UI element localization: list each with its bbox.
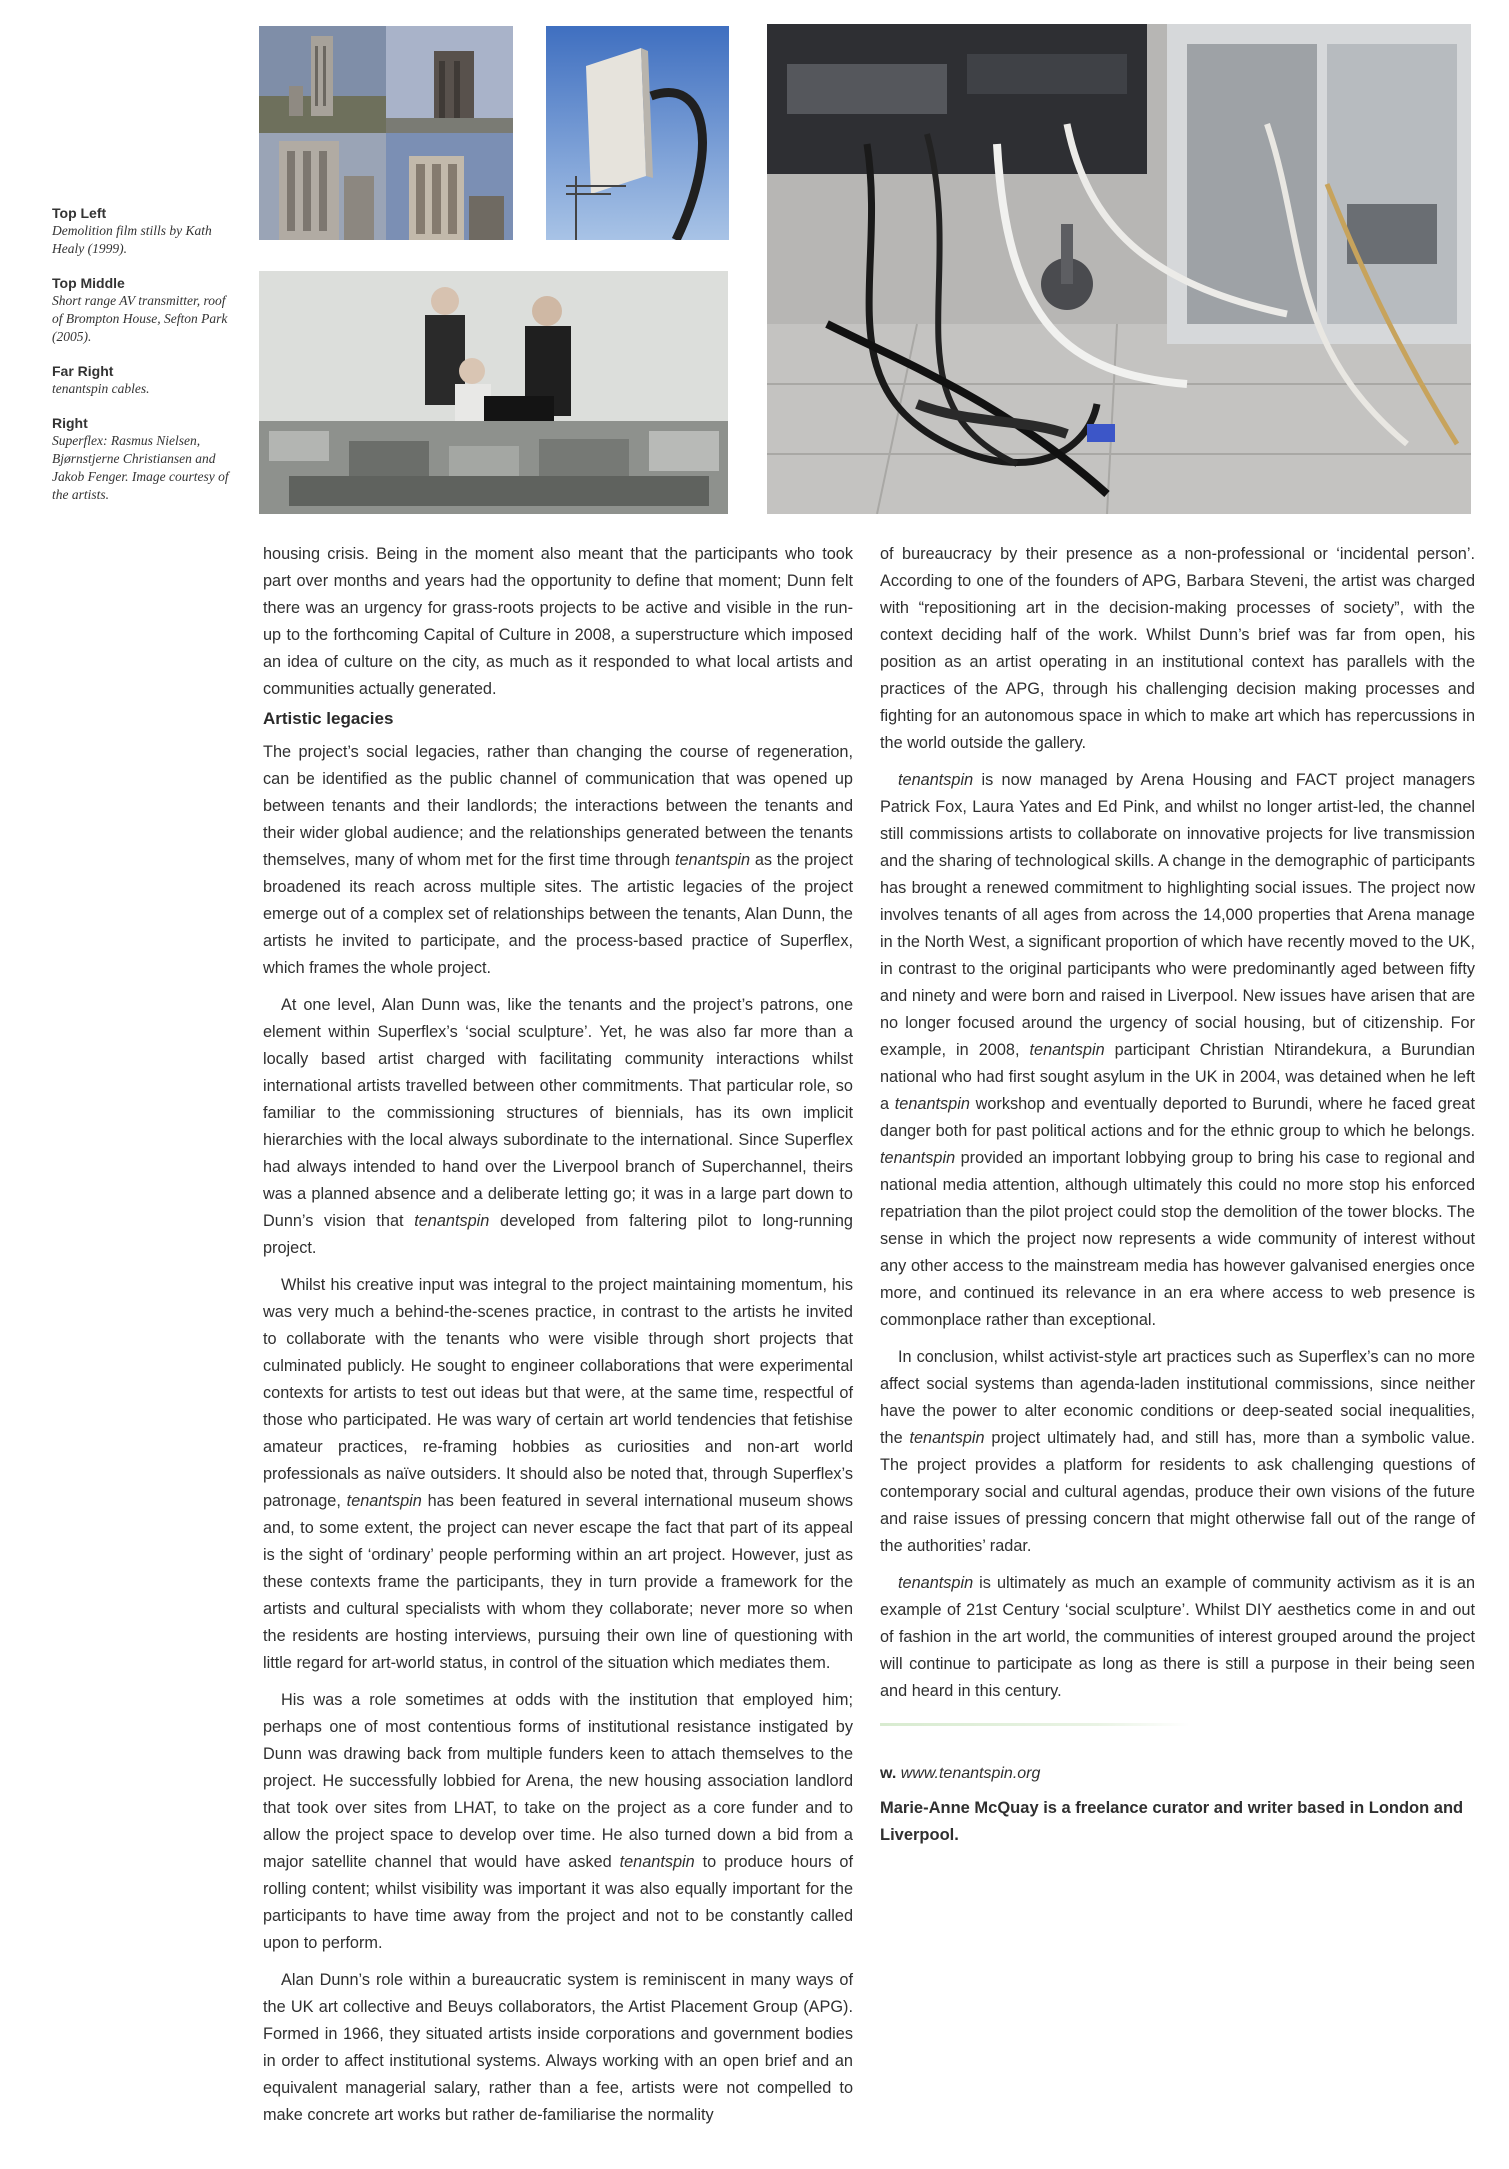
text-run: The project’s social legacies, rather than changing the course of regeneration, can be identified as the public channel of communication that was opened up between tenants and their landlords; the interactions between the tenants and their wider global audience; and the relationships generated between the tenants themselves, many of whom met for the first time through [263,743,853,869]
caption-title: Right [52,415,88,431]
section-heading: Artistic legacies [263,709,394,728]
text-run: is now managed by Arena Housing and FACT project managers Patrick Fox, Laura Yates and Ed Pink, and whilst no longer artist-led, the channel still commissions artists to collaborate on innovative projects for live transmission and the sharing of technological skills. A change in the demographic of participants has brought a renewed commitment to highlighting social issues. The project now involves tenants of all ages from across the 14,000 properties that Arena manage in the North West, a significant proportion of which have recently moved to the UK, in contrast to the original participants who were predominantly aged between fifty and ninety and were born and raised in Liverpool. New issues have arisen that are no longer focused around the urgency of social housing, but of citizenship. For example, in 2008, [880,771,1475,1059]
divider [880,1723,1190,1726]
caption-right [52,414,237,504]
text-run: is ultimately as much an example of community activism as it is an example of 21st Century ‘social sculpture’. Whilst DIY aesthetics come in and out of fashion in the art world, the communities of interest grouped around the project will continue to participate as long as there is still a purpose in their being seen and heard in this century. [880,1574,1475,1700]
text-run: has been featured in several international museum shows and, to some extent, the project can never escape the fact that part of its appeal is the sight of ‘ordinary’ people performing within an art project. However, just as these contexts frame the participants, they in turn provide a framework for the artists and cultural specialists with whom they collaborate; never more so when the residents are hosting interviews, pursuing their own line of questioning with little regard for art-world status, in control of the situation which mediates them. [263,1492,853,1672]
caption-text: Superflex: Rasmus Nielsen, Bjørnstjerne Christiansen and Jakob Fenger. Image courtesy of the artists. [52,433,229,502]
project-name: tenantspin [1029,1041,1105,1059]
text-run: provided an important lobbying group to bring his case to regional and national media attention, although ultimately this could no more stop his enforced repatriation than the pilot project could stop the demolition of the tower blocks. The sense in which the project now represents a wide community of interest without any other access to the mainstream media has however galvanised energies once more, and continued its relevance in an era where access to web presence is commonplace rather than exceptional. [880,1149,1475,1329]
paragraph [263,1687,853,1957]
project-name: tenantspin [674,851,751,869]
caption-text: Demolition film stills by Kath Healy (1999). [52,223,212,256]
photo-tenantspin-cables [767,24,1471,514]
article-right-column [880,541,1475,1849]
paragraph [880,1570,1475,1705]
text-run: developed from faltering pilot to long-running project. [263,1212,853,1257]
project-name: tenantspin [619,1853,695,1871]
paragraph: Alan Dunn’s role within a bureaucratic system is reminiscent in many ways of the UK art collective and Beuys collaborators, the Artist Placement Group (APG). Formed in 1966, they situated artists inside corporations and government bodies in order to affect institutional systems. Always working with an open brief and an equivalent managerial salary, rather than a fee, artists were not compelled to make concrete art works but rather de-familiarise the normality [263,1971,853,2124]
website-line [880,1760,1475,1787]
text-run: participant Christian Ntirandekura, a Burundian national who had first sought asylum in the UK in 2004, was detained when he left a [880,1041,1475,1113]
paragraph [263,992,853,1262]
paragraph [263,1272,853,1677]
caption-title: Top Middle [52,275,125,291]
caption-far-right [52,362,237,398]
project-name: tenantspin [880,1149,956,1167]
paragraph [880,1344,1475,1560]
paragraph [880,767,1475,1334]
paragraph [263,739,853,982]
text-run: workshop and eventually deported to Burundi, where he faced great danger both for past political actions and for the ethnic group to which he belongs. [880,1095,1475,1140]
caption-title: Top Left [52,205,107,221]
project-name: tenantspin [414,1212,490,1230]
project-name: tenantspin [898,771,974,789]
text-run: At one level, Alan Dunn was, like the tenants and the project’s patrons, one element within Superflex’s ‘social sculpture’. Yet, he was also far more than a locally based artist charged with facilitating community interactions whilst international artists travelled between other commitments. That particular role, so familiar to the commissioning structures of biennials, has its own implicit hierarchies with the local always subordinate to the international. Since Superflex had always intended to hand over the Liverpool branch of Superchannel, theirs was a planned absence and a deliberate letting go; it was in a large part down to Dunn’s vision that [263,996,853,1230]
paragraph: of bureaucracy by their presence as a non-professional or ‘incidental person’. According to one of the founders of APG, Barbara Steveni, the artist was charged with “repositioning art in the decision-making processes of society”, with the context deciding half of the work. Whilst Dunn’s brief was far from open, his position as an artist operating in an institutional context has parallels with the practices of the APG, through his challenging decision making processes and fighting for an autonomous space in which to make art which has repercussions in the world outside the gallery. [880,545,1475,752]
project-name: tenantspin [898,1574,974,1592]
text-run: as the project broadened its reach across multiple sites. The artistic legacies of the project emerge out of a complex set of relationships between the tenants, Alan Dunn, the artists he invited to participate, and the process-based practice of Superflex, which frames the whole project. [263,851,853,977]
text-run: His was a role sometimes at odds with the institution that employed him; perhaps one of most contentious forms of institutional resistance instigated by Dunn was drawing back from multiple funders keen to attach themselves to the project. He successfully lobbied for Arena, the new housing association landlord that took over sites from LHAT, to take on the project as a core funder and to allow the project space to develop over time. He also turned down a bid from a major satellite channel that would have asked [263,1691,853,1871]
article-left-column [263,541,853,2129]
project-name: tenantspin [346,1492,422,1510]
photo-av-transmitter [546,26,729,240]
paragraph: housing crisis. Being in the moment also meant that the participants who took part over months and years had the opportunity to define that moment; Dunn felt there was an urgency for grass-roots projects to be active and visible in the run-up to the forthcoming Capital of Culture in 2008, a superstructure which imposed an idea of culture on the city, as much as it responded to what local artists and communities actually generated. [263,545,853,698]
author-bio: Marie-Anne McQuay is a freelance curator and writer based in London and Liverpool. [880,1799,1464,1844]
photo-demolition-stills [259,26,513,240]
text-run: to produce hours of rolling content; whilst visibility was important it was also equally important for the participants to have time away from the project and not to be constantly called upon to perform. [263,1853,853,1952]
text-run: Whilst his creative input was integral to the project maintaining momentum, his was very much a behind-the-scenes practice, in contrast to the artists he invited to collaborate with the tenants who were visible through short projects that culminated publicly. He sought to engineer collaborations that were experimental contexts for artists to test out ideas but that were, at the same time, respectful of those who participated. He was wary of certain art world tendencies that fetishise amateur practices, re-framing hobbies as curiosities and non-art world professionals as naïve outsiders. It should also be noted that, through Superflex’s patronage, [263,1276,853,1510]
project-name: tenantspin [894,1095,970,1113]
photo-captions [52,204,237,520]
text-run: In conclusion, whilst activist-style art practices such as Superflex’s can no more affect social systems than agenda-laden institutional commissions, since neither have the power to alter economic conditions or deep-seated social inequalities, the [880,1348,1475,1447]
text-run: project ultimately had, and still has, more than a symbolic value. The project provides a platform for residents to ask challenging questions of contemporary social and cultural agendas, produce their own visions of the future and raise issues of pressing concern that might otherwise fall out of the range of the authorities’ radar. [880,1429,1475,1555]
website-link[interactable]: www.tenantspin.org [900,1765,1041,1782]
caption-top-middle [52,274,237,346]
caption-title: Far Right [52,363,114,379]
caption-text: Short range AV transmitter, roof of Brompton House, Sefton Park (2005). [52,293,228,344]
caption-top-left [52,204,237,258]
photo-superflex-artists [259,271,728,514]
caption-text: tenantspin cables. [52,381,150,396]
web-prefix: w. [880,1765,897,1782]
project-name: tenantspin [909,1429,985,1447]
